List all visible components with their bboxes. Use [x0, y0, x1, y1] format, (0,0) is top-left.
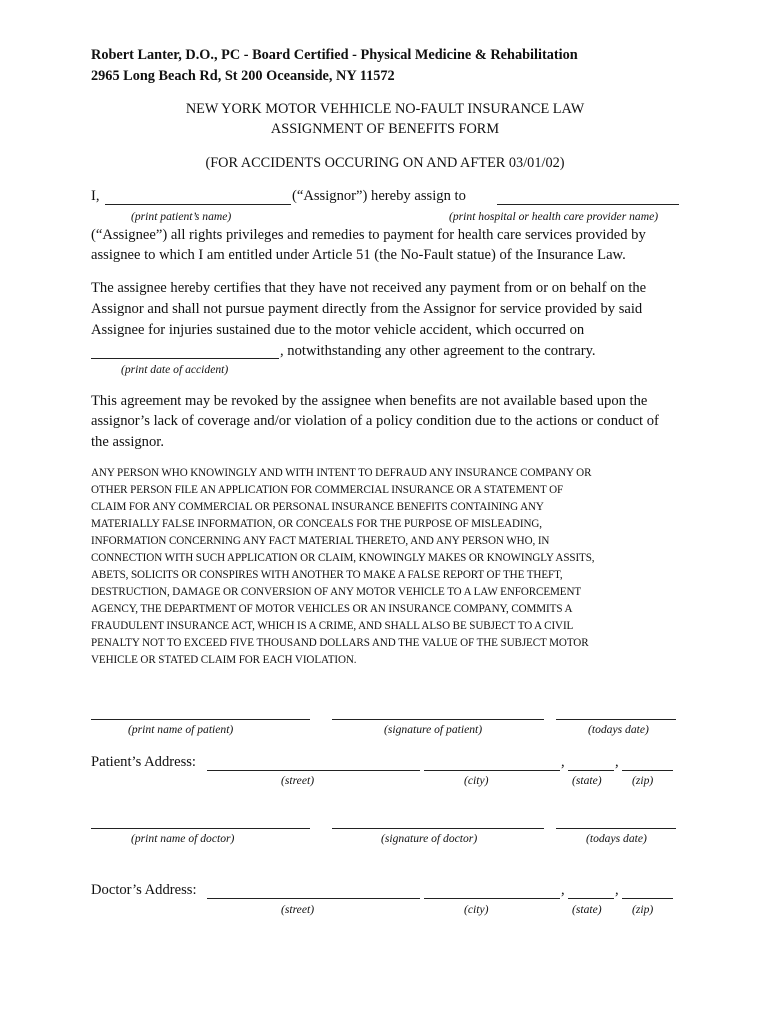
- certify-line3: Assignee for injuries sustained due to the motor vehicle accident, which occurred on: [91, 322, 585, 338]
- patient-state-hint: (state): [572, 774, 602, 787]
- warning-line: CLAIM FOR ANY COMMERCIAL OR PERSONAL INSURANCE BENEFITS CONTAINING ANY: [91, 501, 544, 513]
- doctor-name-hint: (print name of doctor): [131, 832, 235, 845]
- doctor-signature-hint: (signature of doctor): [381, 832, 478, 845]
- patient-zip-field[interactable]: [622, 770, 673, 771]
- patient-city-field[interactable]: [424, 770, 560, 771]
- assign-line3: assignee to which I am entitled under Article 51 (the No-Fault statue) of the Insurance Law.: [91, 247, 626, 263]
- doctor-city-hint: (city): [464, 903, 489, 916]
- patient-street-hint: (street): [281, 774, 315, 787]
- doctor-print-name-field[interactable]: [91, 828, 310, 829]
- warning-line: MATERIALLY FALSE INFORMATION, OR CONCEALS FOR THE PURPOSE OF MISLEADING,: [91, 518, 542, 530]
- patient-date-field[interactable]: [556, 719, 676, 720]
- assign-middle: (“Assignor”) hereby assign to: [292, 188, 466, 204]
- provider-name-field[interactable]: [497, 204, 679, 205]
- doctor-state-field[interactable]: [568, 898, 614, 899]
- doctor-zip-hint: (zip): [632, 903, 654, 916]
- revoke-line2: assignor’s lack of coverage and/or violation of a policy condition due to the actions or conduct of: [91, 413, 659, 429]
- comma-separator: ,: [615, 882, 619, 898]
- doctor-state-hint: (state): [572, 903, 602, 916]
- accident-date-hint: (print date of accident): [121, 363, 229, 376]
- warning-line: OTHER PERSON FILE AN APPLICATION FOR COMMERCIAL INSURANCE OR A STATEMENT OF: [91, 484, 564, 496]
- comma-separator: ,: [561, 754, 565, 770]
- patient-name-hint: (print name of patient): [128, 723, 234, 736]
- patient-name-hint: (print patient’s name): [131, 210, 232, 223]
- comma-separator: ,: [615, 754, 619, 770]
- practice-name: Robert Lanter, D.O., PC - Board Certified - Physical Medicine & Rehabilitation: [91, 47, 578, 63]
- warning-line: CONNECTION WITH SUCH APPLICATION OR CLAIM, KNOWINGLY MAKES OR KNOWINGLY ASSITS,: [91, 552, 595, 564]
- revoke-line1: This agreement may be revoked by the assignee when benefits are not available based upon the: [91, 393, 648, 409]
- doctor-city-field[interactable]: [424, 898, 560, 899]
- warning-line: INFORMATION CONCERNING ANY FACT MATERIAL THERETO, AND ANY PERSON WHO, IN: [91, 535, 550, 547]
- warning-line: ANY PERSON WHO KNOWINGLY AND WITH INTENT TO DEFRAUD ANY INSURANCE COMPANY OR: [91, 467, 592, 479]
- form-title-line1: NEW YORK MOTOR VEHHICLE NO-FAULT INSURANCE LAW: [185, 101, 585, 117]
- patient-state-field[interactable]: [568, 770, 614, 771]
- revoke-line3: the assignor.: [91, 434, 164, 450]
- patient-date-hint: (todays date): [588, 723, 649, 736]
- practice-address: 2965 Long Beach Rd, St 200 Oceanside, NY 11572: [91, 68, 395, 84]
- warning-line: VEHICLE OR STATED CLAIM FOR EACH VIOLATION.: [91, 654, 357, 666]
- doctor-signature-field[interactable]: [332, 828, 544, 829]
- patient-city-hint: (city): [464, 774, 489, 787]
- patient-street-field[interactable]: [207, 770, 420, 771]
- provider-name-hint: (print hospital or health care provider name): [449, 210, 659, 223]
- patient-signature-field[interactable]: [332, 719, 544, 720]
- assign-prefix: I,: [91, 188, 100, 204]
- assign-line2: (“Assignee”) all rights privileges and remedies to payment for health care services provided by: [91, 227, 646, 243]
- certify-line4: , notwithstanding any other agreement to the contrary.: [280, 343, 596, 359]
- comma-separator: ,: [561, 882, 565, 898]
- form-title-line2: ASSIGNMENT OF BENEFITS FORM: [270, 121, 500, 137]
- doctor-zip-field[interactable]: [622, 898, 673, 899]
- accident-date-field[interactable]: [91, 358, 279, 359]
- doctor-street-field[interactable]: [207, 898, 420, 899]
- warning-line: AGENCY, THE DEPARTMENT OF MOTOR VEHICLES OR AN INSURANCE COMPANY, COMMITS A: [91, 603, 573, 615]
- doctor-date-field[interactable]: [556, 828, 676, 829]
- patient-name-field[interactable]: [105, 204, 291, 205]
- patient-address-label: Patient’s Address:: [91, 754, 196, 770]
- doctor-address-label: Doctor’s Address:: [91, 882, 197, 898]
- form-subtitle: (FOR ACCIDENTS OCCURING ON AND AFTER 03/01/02): [205, 155, 565, 171]
- patient-signature-hint: (signature of patient): [384, 723, 483, 736]
- doctor-street-hint: (street): [281, 903, 315, 916]
- certify-line1: The assignee hereby certifies that they have not received any payment from or on behalf on the: [91, 280, 647, 296]
- patient-zip-hint: (zip): [632, 774, 654, 787]
- patient-print-name-field[interactable]: [91, 719, 310, 720]
- warning-line: ABETS, SOLICITS OR CONSPIRES WITH ANOTHER TO MAKE A FALSE REPORT OF THE THEFT,: [91, 569, 563, 581]
- doctor-date-hint: (todays date): [586, 832, 647, 845]
- warning-line: PENALTY NOT TO EXCEED FIVE THOUSAND DOLLARS AND THE VALUE OF THE SUBJECT MOTOR: [91, 637, 589, 649]
- warning-line: DESTRUCTION, DAMAGE OR CONVERSION OF ANY MOTOR VEHICLE TO A LAW ENFORCEMENT: [91, 586, 582, 598]
- certify-line2: Assignor and shall not pursue payment directly from the Assignor for service provided by said: [91, 301, 643, 317]
- warning-line: FRAUDULENT INSURANCE ACT, WHICH IS A CRIME, AND SHALL ALSO BE SUBJECT TO A CIVIL: [91, 620, 574, 632]
